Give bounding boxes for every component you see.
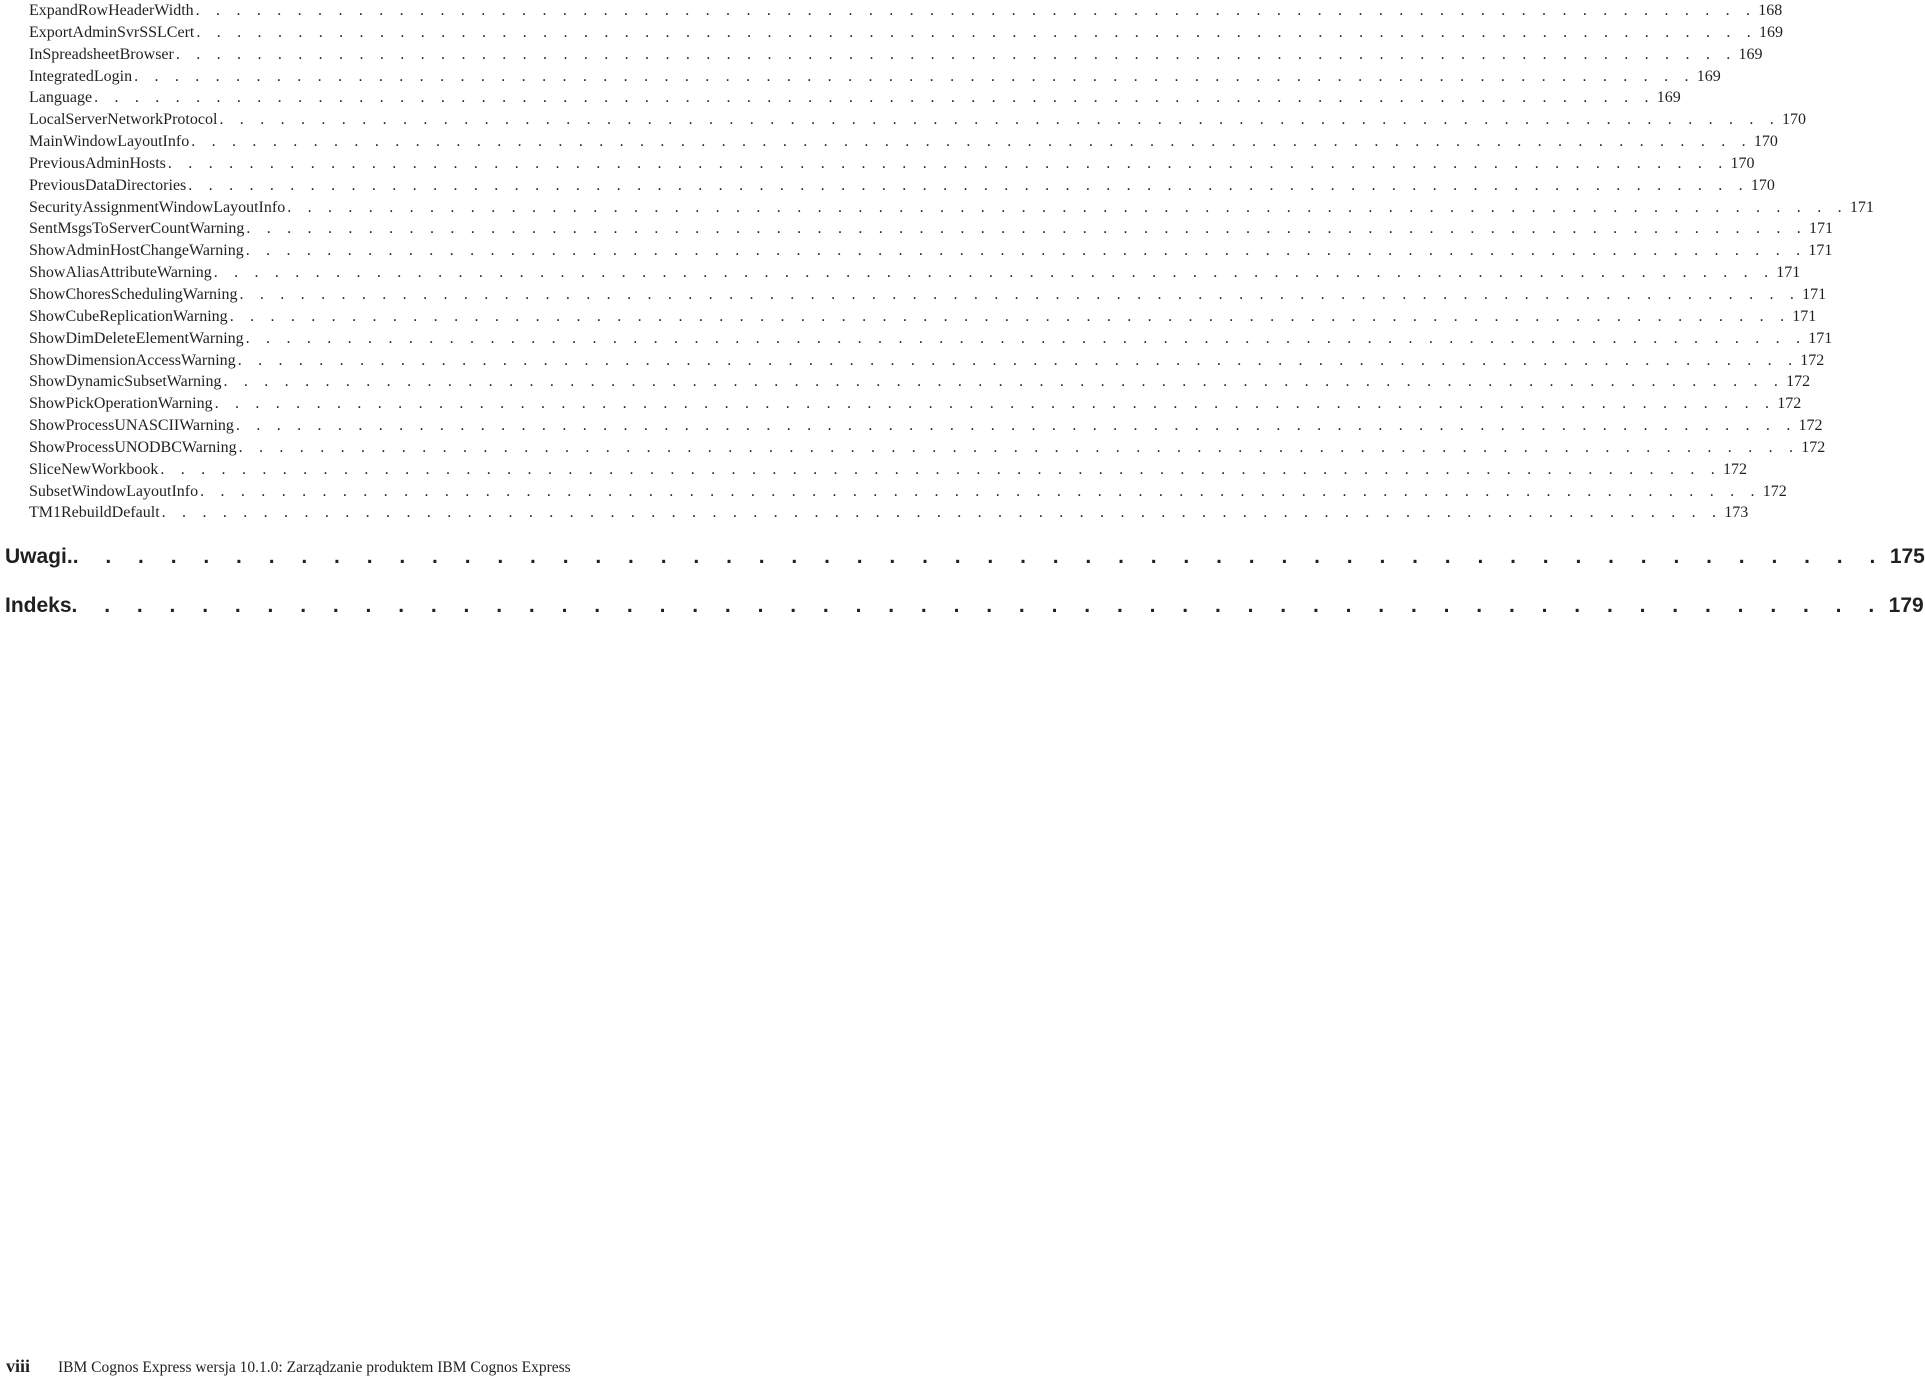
toc-entry-page: 170 bbox=[1782, 111, 1806, 129]
dot-leader: . . . . . . . . . . . . . . . . . . . . . . . . . . . . . . . . . . . . . . . . . . . . . . . . . . . . . . . . . . . . . . . . . . . . . . . . . . . . . bbox=[191, 133, 1752, 151]
dot-leader: . . . . . . . . . . . . . . . . . . . . . . . . . . . . . . . . . . . . . . . . . . . . . . . . . . . . . . . . . . . . . . . . . . . . . . . . . . . . . bbox=[134, 67, 1695, 85]
dot-leader: . . . . . . . . . . . . . . . . . . . . . . . . . . . . . . . . . . . . . . . . . . . . . . . . . . . . . . . . . . . . . . . . . . . . . . . . . . . . . bbox=[287, 198, 1848, 216]
toc-entry-page: 172 bbox=[1762, 482, 1787, 500]
toc-entry-page: 172 bbox=[1801, 438, 1826, 456]
toc-entry-name: ShowProcessUNODBCWarning bbox=[29, 438, 237, 456]
toc-entry-page: 170 bbox=[1730, 154, 1755, 172]
toc-chapter-page: 179 bbox=[1888, 594, 1924, 617]
toc-entry-name: IntegratedLogin bbox=[29, 67, 133, 85]
toc-entry[interactable] bbox=[29, 306, 1817, 328]
toc-entry-name: SecurityAssignmentWindowLayoutInfo bbox=[29, 198, 286, 216]
toc-entry-page: 169 bbox=[1696, 67, 1721, 85]
toc-entry[interactable] bbox=[29, 218, 1833, 240]
toc-entry[interactable] bbox=[29, 240, 1833, 262]
dot-leader: . . . . . . . . . . . . . . . . . . . . . . . . . . . . . . . . . . . . . . . . . . . . . . . . . . . . . . . . . . . . . . . . . . . . . . . . . . . . . bbox=[237, 351, 1799, 369]
toc-entry-page: 172 bbox=[1798, 417, 1823, 435]
toc-entry-name: ExportAdminSvrSSLCert bbox=[29, 23, 195, 41]
toc-entry-page: 172 bbox=[1722, 460, 1747, 478]
toc-entry-page: 171 bbox=[1849, 198, 1874, 216]
toc-entry-page: 170 bbox=[1753, 133, 1778, 151]
toc-entry[interactable] bbox=[29, 66, 1721, 88]
toc-entry-page: 172 bbox=[1800, 351, 1825, 369]
toc-entry-page: 171 bbox=[1792, 307, 1817, 325]
toc-entry-name: SentMsgsToServerCountWarning bbox=[29, 220, 245, 238]
toc-entry-name: SliceNewWorkbook bbox=[29, 460, 159, 478]
toc-entry[interactable] bbox=[29, 284, 1827, 306]
toc-entry-name: PreviousAdminHosts bbox=[29, 154, 166, 172]
toc-entry[interactable] bbox=[29, 415, 1823, 437]
toc-chapter-name: Indeks bbox=[5, 594, 72, 617]
toc-entry-page: 173 bbox=[1724, 504, 1749, 522]
running-footer-title: IBM Cognos Express wersja 10.1.0: Zarządzanie produktem IBM Cognos Express bbox=[58, 1359, 571, 1376]
dot-leader: . . . . . . . . . . . . . . . . . . . . . . . . . . . . . . . . . . . . . . . . . . . . . . . . . . . . . . . . . . . . . . . . . . . . . . . . . . . . . bbox=[196, 23, 1757, 41]
dot-leader: . . . . . . . . . . . . . . . . . . . . . . . . . . . . . . . . . . . . . . . . . . . . . . . . . . . . . . . . . . . . . . . . . . . . . . . . . . . . . bbox=[245, 329, 1807, 347]
toc-entry-page: 172 bbox=[1786, 373, 1811, 391]
toc-entry-page: 172 bbox=[1777, 395, 1802, 413]
toc-entry[interactable] bbox=[29, 371, 1811, 393]
toc-entry-name: LocalServerNetworkProtocol bbox=[29, 111, 218, 129]
toc-entry[interactable] bbox=[29, 153, 1755, 175]
dot-leader: . . . . . . . . . . . . . . . . . . . . . . . . . . . . . . . . . . . . . . . . . . . . . . . . . . . . . . . . . . . . . . . . . . . . . . . . . . . . . bbox=[214, 395, 1776, 413]
toc-entry-name: ShowDimensionAccessWarning bbox=[29, 351, 236, 369]
toc-entry-page: 169 bbox=[1656, 89, 1681, 107]
toc-entry[interactable] bbox=[29, 262, 1801, 284]
dot-leader: . . . . . . . . . . . . . . . . . . . . . . . . . . . . . . . . . . . . . . . . . . . . . . . . . . . . . . . . . . . . . . . . . . . . . . . . . . . . . bbox=[245, 242, 1807, 260]
toc-entry-name: SubsetWindowLayoutInfo bbox=[29, 482, 199, 500]
dot-leader: . . . . . . . . . . . . . . . . . . . . . . . . . . . . . . . . . . . . . . . . . . . . . . . . . . . . . . . . . . . . . . . . . . . . . . . . . . . . . bbox=[213, 264, 1775, 282]
toc-entry-page: 171 bbox=[1802, 285, 1827, 303]
dot-leader: . . . . . . . . . . . . . . . . . . . . . . . . . . . . . . . . . . . . . . . . . . . . . . . . . . . . . . . . . . . . . . . . . . . . . . . . . . . . . bbox=[223, 373, 1785, 391]
toc-entry-name: ShowAdminHostChangeWarning bbox=[29, 242, 244, 260]
toc-entry-name: TM1RebuildDefault bbox=[29, 504, 160, 522]
toc-entry[interactable] bbox=[29, 175, 1775, 197]
toc-entry[interactable] bbox=[29, 393, 1802, 415]
toc-entry-name: ShowDynamicSubsetWarning bbox=[29, 373, 222, 391]
dot-leader: . . . . . . . . . . . . . . . . . . . . . . . . . . . . . . . . . . . . . . . . . . . . . . . . . . . . . . . . . . . . . . . . . . . . . . . . . . . . . bbox=[94, 89, 1655, 107]
toc-entry-name: Language bbox=[29, 89, 93, 107]
toc-chapter-name: Uwagi. bbox=[5, 545, 73, 568]
dot-leader: . . . . . . . . . . . . . . . . . . . . . . . . . . . . . . . . . . . . . . . . . . . . . . . . . . . . . . . . . . . . . . . . . . . . . . . . . . . . . bbox=[246, 220, 1807, 238]
toc-entry-page: 169 bbox=[1738, 45, 1763, 63]
toc-entry[interactable] bbox=[29, 437, 1826, 459]
toc-chapter-indeks[interactable] bbox=[5, 590, 1924, 639]
toc-entry[interactable] bbox=[29, 197, 1874, 219]
toc-entry-name: ShowChoresSchedulingWarning bbox=[29, 285, 238, 303]
dot-leader: . . . . . . . . . . . . . . . . . . . . . . . . . . . . . . . . . . . . . . . . . . . . . . . . . . . . . . . . . . . . . . . . . . . . . . . . . . . . . bbox=[235, 417, 1797, 435]
dot-leader: . . . . . . . . . . . . . . . . . . . . . . . . . . . . . . . . . . . . . . . . . . . . . . . . . . . . . . . . . . . . . . . . . . . . . . . . . . . . . bbox=[238, 438, 1800, 456]
toc-entry-name: ShowPickOperationWarning bbox=[29, 395, 213, 413]
toc-entry-page: 171 bbox=[1808, 220, 1833, 238]
toc-entry[interactable] bbox=[29, 459, 1747, 481]
toc-entry[interactable] bbox=[29, 131, 1778, 153]
page-folio: viii bbox=[6, 1356, 31, 1376]
dot-leader: . . . . . . . . . . . . . . . . . . . . . . . . . . . . . . . . . . . . . . . . . . . . . . . . . . . . . . . . bbox=[72, 545, 1886, 568]
dot-leader: . . . . . . . . . . . . . . . . . . . . . . . . . . . . . . . . . . . . . . . . . . . . . . . . . . . . . . . . bbox=[71, 594, 1885, 617]
toc-entry[interactable] bbox=[29, 87, 1681, 109]
toc-entry-name: ShowProcessUNASCIIWarning bbox=[29, 417, 234, 435]
toc-entry-name: InSpreadsheetBrowser bbox=[29, 45, 174, 63]
toc-entry-name: ShowDimDeleteElementWarning bbox=[29, 329, 244, 347]
dot-leader: . . . . . . . . . . . . . . . . . . . . . . . . . . . . . . . . . . . . . . . . . . . . . . . . . . . . . . . . . . . . . . . . . . . . . . . . . . . . . bbox=[160, 460, 1721, 478]
dot-leader: . . . . . . . . . . . . . . . . . . . . . . . . . . . . . . . . . . . . . . . . . . . . . . . . . . . . . . . . . . . . . . . . . . . . . . . . . . . . . bbox=[229, 307, 1791, 325]
toc-entry-page: 171 bbox=[1808, 242, 1833, 260]
toc-entry[interactable] bbox=[29, 109, 1806, 131]
dot-leader: . . . . . . . . . . . . . . . . . . . . . . . . . . . . . . . . . . . . . . . . . . . . . . . . . . . . . . . . . . . . . . . . . . . . . . . . . . . . . bbox=[188, 176, 1749, 194]
dot-leader: . . . . . . . . . . . . . . . . . . . . . . . . . . . . . . . . . . . . . . . . . . . . . . . . . . . . . . . . . . . . . . . . . . . . . . . . . . . . . bbox=[219, 111, 1780, 129]
toc-entry[interactable] bbox=[29, 350, 1825, 372]
dot-leader: . . . . . . . . . . . . . . . . . . . . . . . . . . . . . . . . . . . . . . . . . . . . . . . . . . . . . . . . . . . . . . . . . . . . . . . . . . . . . bbox=[200, 482, 1761, 500]
dot-leader: . . . . . . . . . . . . . . . . . . . . . . . . . . . . . . . . . . . . . . . . . . . . . . . . . . . . . . . . . . . . . . . . . . . . . . . . . . . . . bbox=[175, 45, 1737, 63]
toc-entries-list bbox=[29, 0, 1874, 524]
dot-leader: . . . . . . . . . . . . . . . . . . . . . . . . . . . . . . . . . . . . . . . . . . . . . . . . . . . . . . . . . . . . . . . . . . . . . . . . . . . . . bbox=[239, 285, 1801, 303]
toc-entry-name: PreviousDataDirectories bbox=[29, 176, 187, 194]
toc-entry[interactable] bbox=[29, 0, 1783, 22]
toc-entry-page: 170 bbox=[1750, 176, 1775, 194]
page-footer bbox=[6, 1356, 946, 1380]
toc-entry-page: 168 bbox=[1758, 2, 1783, 19]
toc-entry-name: MainWindowLayoutInfo bbox=[29, 133, 190, 151]
toc-entry[interactable] bbox=[29, 481, 1787, 503]
toc-entry[interactable] bbox=[29, 502, 1749, 524]
toc-entry-page: 171 bbox=[1808, 329, 1833, 347]
toc-entry[interactable] bbox=[29, 22, 1783, 44]
toc-entry-name: ShowCubeReplicationWarning bbox=[29, 307, 228, 325]
dot-leader: . . . . . . . . . . . . . . . . . . . . . . . . . . . . . . . . . . . . . . . . . . . . . . . . . . . . . . . . . . . . . . . . . . . . . . . . . . . . . bbox=[167, 154, 1729, 172]
toc-entry[interactable] bbox=[29, 44, 1763, 66]
toc-entry-name: ExpandRowHeaderWidth bbox=[29, 2, 194, 19]
dot-leader: . . . . . . . . . . . . . . . . . . . . . . . . . . . . . . . . . . . . . . . . . . . . . . . . . . . . . . . . . . . . . . . . . . . . . . . . . . . . . bbox=[161, 504, 1723, 522]
toc-chapter-uwagi[interactable] bbox=[5, 541, 1925, 590]
toc-entry[interactable] bbox=[29, 328, 1833, 350]
toc-chapters-list bbox=[5, 541, 1925, 639]
dot-leader: . . . . . . . . . . . . . . . . . . . . . . . . . . . . . . . . . . . . . . . . . . . . . . . . . . . . . . . . . . . . . . . . . . . . . . . . . . . . . bbox=[195, 2, 1757, 19]
toc-chapter-page: 175 bbox=[1889, 545, 1925, 568]
toc-entry-name: ShowAliasAttributeWarning bbox=[29, 264, 212, 282]
toc-entry-page: 171 bbox=[1776, 264, 1801, 282]
toc-entry-page: 169 bbox=[1758, 23, 1783, 41]
